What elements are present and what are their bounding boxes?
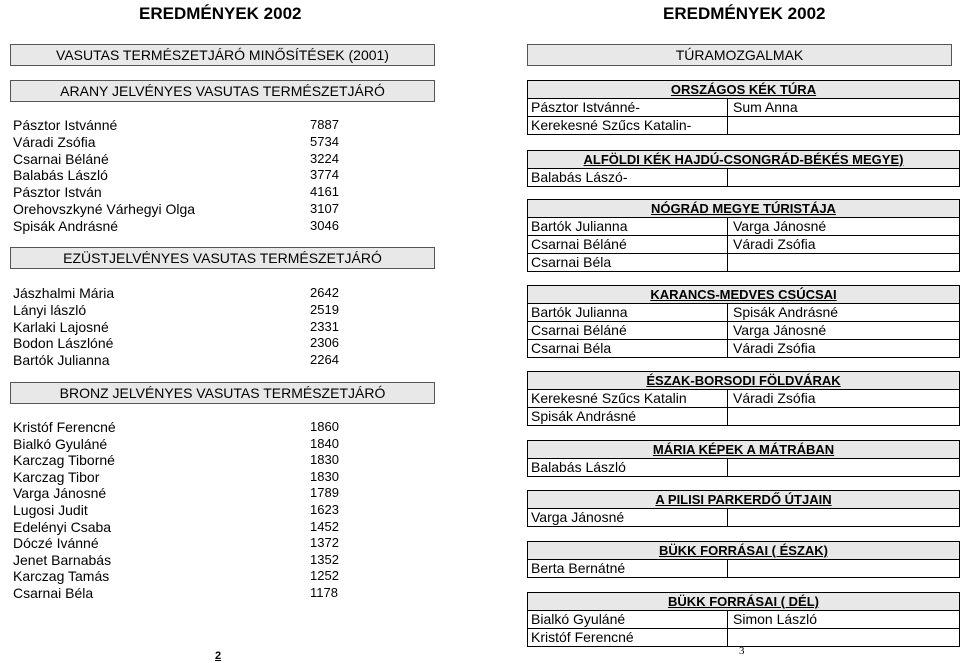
- left-page-header: EREDMÉNYEK 2002: [139, 4, 302, 23]
- tour-section: [527, 440, 960, 477]
- tour-section: [527, 490, 960, 527]
- tour-section-title: BÜKK FORRÁSAI ( ÉSZAK): [528, 542, 959, 560]
- participant-name: Spisák Andrásné: [528, 408, 728, 425]
- gold-row-name: Pásztor István: [13, 184, 102, 201]
- participant-name: [728, 169, 959, 186]
- tour-section-row: [528, 459, 959, 476]
- tour-section-title: KARANCS-MEDVES CSÚCSAI: [528, 286, 959, 304]
- bronze-row-value: 1789: [310, 485, 339, 501]
- participant-name: Kerekesné Szűcs Katalin: [528, 390, 728, 407]
- tour-section: [527, 592, 960, 647]
- gold-row-name: Orehovszkyné Várhegyi Olga: [13, 201, 196, 217]
- gold-row-name: Csarnai Béláné: [13, 150, 109, 167]
- tour-section-title: ALFÖLDI KÉK HAJDÚ-CSONGRÁD-BÉKÉS MEGYE): [528, 151, 959, 169]
- silver-row-name: Jászhalmi Mária: [13, 285, 115, 301]
- gold-row-value: 3046: [310, 217, 339, 233]
- bronze-row-value: 1830: [310, 452, 339, 468]
- tour-section: [527, 541, 960, 578]
- silver-row-name: Bartók Julianna: [13, 352, 110, 369]
- participant-name: Bialkó Gyuláné: [528, 611, 728, 628]
- participant-name: Varga Jánosné: [733, 218, 827, 234]
- participant-name: [728, 254, 959, 271]
- right-main-title: TÚRAMOZGALMAK: [527, 44, 952, 66]
- tour-section-title: BÜKK FORRÁSAI ( DÉL): [528, 593, 959, 611]
- tour-section: [527, 80, 960, 135]
- participant-name: [728, 629, 959, 646]
- silver-row-value: 2519: [310, 301, 339, 317]
- silver-row-name: Karlaki Lajosné: [13, 318, 109, 335]
- gold-section-title: ARANY JELVÉNYES VASUTAS TERMÉSZETJÁRÓ: [10, 80, 435, 102]
- silver-row-value: 2306: [310, 335, 339, 351]
- tour-section-title: A PILISI PARKERDŐ ÚTJAIN: [528, 491, 959, 509]
- tour-section-row: [528, 218, 959, 235]
- gold-row-value: 3224: [310, 150, 339, 166]
- tour-section: [527, 285, 960, 358]
- tour-section: [527, 199, 960, 272]
- tour-section-row: [528, 116, 959, 134]
- left-page-number: 2: [215, 650, 222, 662]
- bronze-row-name: Csarnai Béla: [13, 585, 94, 601]
- tour-section-row: [528, 304, 959, 321]
- tour-section-row: [528, 99, 959, 116]
- tour-section-row: [528, 509, 959, 526]
- gold-row-value: 4161: [310, 184, 339, 200]
- participant-name: Kerekesné Szűcs Katalin-: [528, 117, 728, 134]
- gold-row-value: 7887: [310, 117, 339, 132]
- bronze-row-value: 1452: [310, 518, 339, 534]
- tour-section-row: [528, 390, 959, 407]
- tour-section-row: [528, 628, 959, 646]
- participant-name: Váradi Zsófia: [733, 340, 816, 356]
- bronze-row-value: 1352: [310, 551, 339, 567]
- participant-name: Sum Anna: [733, 99, 798, 115]
- gold-row-name: Váradi Zsófia: [13, 133, 96, 150]
- participant-name: Bartók Julianna: [528, 218, 728, 235]
- participant-name: Csarnai Béla: [528, 340, 728, 357]
- silver-section-title: EZÜSTJELVÉNYES VASUTAS TERMÉSZETJÁRÓ: [10, 247, 435, 269]
- tour-section-title: ÉSZAK-BORSODI FÖLDVÁRAK: [528, 372, 959, 390]
- participant-name: Varga Jánosné: [733, 322, 827, 338]
- bronze-row-name: Karczag Tamás: [13, 568, 110, 585]
- silver-row-name: Lányi lászló: [13, 301, 87, 318]
- participant-name: Balabás Lászó-: [528, 169, 728, 186]
- silver-row-value: 2331: [310, 318, 339, 334]
- participant-name: Csarnai Béláné: [528, 236, 728, 253]
- bronze-row-name: Varga Jánosné: [13, 485, 107, 502]
- bronze-row-name: Bialkó Gyuláné: [13, 435, 108, 452]
- silver-row-value: 2264: [310, 352, 339, 368]
- tour-section-row: [528, 253, 959, 271]
- gold-row-name: Balabás László: [13, 167, 108, 184]
- bronze-row-value: 1252: [310, 568, 339, 584]
- tour-section-row: [528, 407, 959, 425]
- participant-name: Kristóf Ferencné: [528, 629, 728, 646]
- bronze-row-name: Karczag Tiborné: [13, 452, 115, 469]
- participant-name: Bartók Julianna: [528, 304, 728, 321]
- tour-section-row: [528, 339, 959, 357]
- participant-name: Csarnai Béla: [528, 254, 728, 271]
- tour-section-title: ORSZÁGOS KÉK TÚRA: [528, 81, 959, 99]
- participant-name: [728, 117, 959, 134]
- participant-name: Pásztor Istvánné-: [528, 99, 728, 116]
- participant-name: Váradi Zsófia: [733, 236, 816, 252]
- gold-row-value: 3107: [310, 201, 339, 216]
- tour-section-row: [528, 169, 959, 186]
- tour-section-row: [528, 321, 959, 339]
- tour-section-title: MÁRIA KÉPEK A MÁTRÁBAN: [528, 441, 959, 459]
- bronze-row-value: 1830: [310, 468, 339, 484]
- tour-section: [527, 150, 960, 187]
- tour-section: [527, 371, 960, 426]
- silver-row-value: 2642: [310, 285, 339, 300]
- bronze-row-name: Edelényi Csaba: [13, 518, 112, 535]
- bronze-row-value: 1840: [310, 435, 339, 451]
- gold-row-value: 5734: [310, 133, 339, 149]
- participant-name: Balabás László: [528, 459, 728, 476]
- bronze-row-name: Karczag Tibor: [13, 468, 100, 485]
- participant-name: Simon László: [733, 611, 818, 627]
- participant-name: Csarnai Béláné: [528, 322, 728, 339]
- gold-row-name: Pásztor Istvánné: [13, 117, 118, 133]
- bronze-row-value: 1623: [310, 502, 339, 517]
- participant-name: Berta Bernátné: [528, 560, 728, 577]
- gold-row-value: 3774: [310, 167, 339, 183]
- bronze-row-value: 1860: [310, 419, 339, 434]
- right-page-header: EREDMÉNYEK 2002: [663, 4, 826, 23]
- silver-row-name: Bodon Lászlóné: [13, 335, 114, 352]
- bronze-row-name: Jenet Barnabás: [13, 551, 112, 568]
- participant-name: [728, 509, 959, 526]
- tour-section-row: [528, 235, 959, 253]
- bronze-row-value: 1178: [310, 585, 338, 600]
- participant-name: [728, 560, 959, 577]
- left-main-title: VASUTAS TERMÉSZETJÁRÓ MINŐSÍTÉSEK (2001): [10, 44, 435, 66]
- participant-name: Váradi Zsófia: [733, 390, 816, 406]
- bronze-section-title: BRONZ JELVÉNYES VASUTAS TERMÉSZETJÁRÓ: [10, 382, 435, 404]
- participant-name: Varga Jánosné: [528, 509, 728, 526]
- tour-section-row: [528, 611, 959, 628]
- participant-name: Spisák Andrásné: [733, 304, 839, 320]
- participant-name: [728, 459, 959, 476]
- bronze-row-name: Dóczé Ivánné: [13, 535, 99, 552]
- bronze-row-name: Kristóf Ferencné: [13, 419, 116, 435]
- bronze-row-name: Lugosi Judit: [13, 502, 88, 518]
- bronze-row-value: 1372: [310, 535, 339, 551]
- tour-section-row: [528, 560, 959, 577]
- participant-name: [728, 408, 959, 425]
- tour-section-title: NÓGRÁD MEGYE TÚRISTÁJA: [528, 200, 959, 218]
- gold-row-name: Spisák Andrásné: [13, 217, 119, 234]
- right-page-number: 3: [739, 645, 745, 657]
